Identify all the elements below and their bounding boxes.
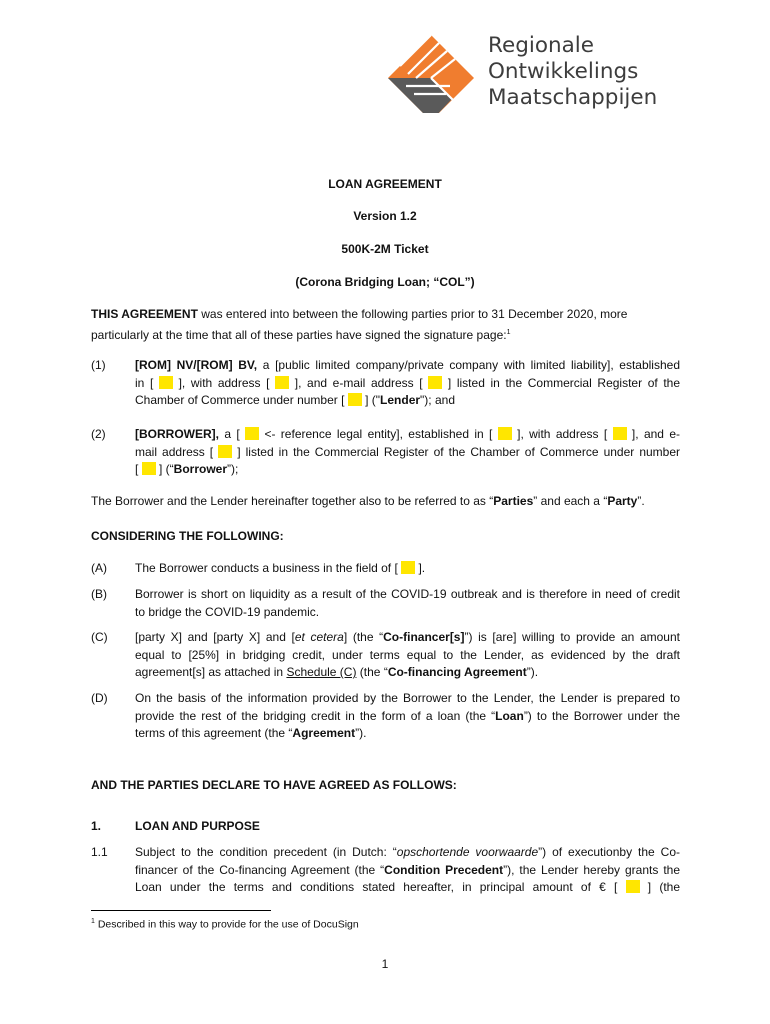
blank-field[interactable] — [626, 880, 640, 893]
blank-field[interactable] — [613, 427, 627, 440]
recital-text: Borrower is short on liquidity as a result of the COVID-19 outbreak and is therefore in need of credit — [135, 587, 680, 601]
party2-number: (2) — [91, 427, 106, 441]
declaration-heading: AND THE PARTIES DECLARE TO HAVE AGREED AS FOLLOWS: — [91, 778, 457, 792]
party1-number: (1) — [91, 358, 106, 372]
clause-text: ”), the Lender hereby grants the — [503, 862, 680, 877]
recital-text: (the “ — [356, 665, 388, 679]
footnote — [91, 918, 359, 931]
party2-text: mail address [ — [135, 444, 219, 459]
document-version: Version 1.2 — [353, 209, 417, 223]
footnote-marker: 1 — [91, 918, 95, 925]
party2-name: [BORROWER], — [135, 427, 219, 441]
recital-text: ”) is [are] willing to provide an amount — [464, 630, 680, 644]
party2-text: ”); — [227, 462, 239, 476]
parties-definition — [91, 493, 681, 511]
recital-text: to bridge the COVID-19 pandemic. — [135, 604, 320, 619]
recital-text: [party X] and [party X] and [ — [135, 630, 295, 644]
clause-text: ”) of executionby the Co- — [538, 845, 680, 859]
recital-italic: et cetera — [294, 630, 344, 644]
blank-field[interactable] — [275, 376, 289, 389]
clause-text: ] (the — [639, 880, 680, 894]
party1-name: [ROM] NV/[ROM] BV, — [135, 358, 258, 372]
blank-field[interactable] — [245, 427, 259, 440]
parties-text: ”. — [637, 494, 645, 508]
party2-text: ] (“ — [155, 462, 174, 476]
recital-d — [135, 690, 680, 743]
party1-text: ], with address [ — [172, 375, 276, 390]
party2-text: [ — [135, 462, 142, 476]
defined-term: Co-financer[s] — [383, 630, 465, 644]
recital-a — [135, 560, 680, 578]
recital-text: ]. — [415, 561, 426, 575]
recital-b — [135, 586, 680, 621]
document-subtitle: (Corona Bridging Loan; “COL”) — [295, 275, 475, 289]
intro-paragraph — [91, 306, 681, 344]
recital-text: The Borrower conducts a business in the field of [ — [135, 561, 402, 575]
defined-term: Borrower — [173, 462, 228, 476]
recital-text: ”) to the Borrower under the — [523, 708, 681, 723]
recital-text: provide the rest of the bridging credit in the form of a loan (the “ — [135, 708, 496, 723]
party2-text: ] listed in the Commercial Register of the Chamber of Commerce under number — [232, 444, 681, 459]
considering-heading: CONSIDERING THE FOLLOWING: — [91, 529, 284, 543]
recital-c — [135, 629, 680, 682]
recital-a-number: (A) — [91, 561, 107, 575]
document-title: LOAN AGREEMENT — [328, 177, 442, 191]
clause-1-1-number: 1.1 — [91, 845, 108, 859]
defined-term: Party — [607, 494, 638, 508]
blank-field[interactable] — [218, 445, 232, 458]
parties-text: ” and each a “ — [533, 494, 608, 508]
recital-text: On the basis of the information provided by the Borrower to the Lender, the Lender is prepared to — [135, 691, 680, 705]
logo-line-2: Ontwikkelings — [488, 59, 639, 84]
party1-text: ] listed in the Commercial Register of the — [442, 375, 681, 390]
defined-term: Agreement — [292, 726, 356, 740]
party1-text: Chamber of Commerce under number [ — [135, 393, 348, 407]
footnote-divider — [91, 910, 271, 911]
parties-text: The Borrower and the Lender hereinafter together also to be referred to as “ — [91, 494, 494, 508]
recital-c-number: (C) — [91, 630, 108, 644]
rom-logo — [386, 33, 686, 113]
defined-term: Condition Precedent — [384, 862, 504, 877]
party2-text: <- reference legal entity], established in [ — [259, 427, 498, 441]
party2-text: ], and e- — [626, 427, 681, 441]
recital-text: ”). — [526, 665, 539, 679]
rom-diamond-logo-icon — [386, 33, 476, 113]
party1-text: ], and e-mail address [ — [289, 375, 429, 390]
logo-line-3: Maatschappijen — [488, 85, 658, 110]
logo-wordmark — [488, 33, 657, 111]
blank-field[interactable] — [348, 393, 362, 406]
recital-text: equal to [25%] in bridging credit, under terms equal to the Lender, as evidenced by the draft — [135, 647, 680, 662]
recital-text: ] (the “ — [343, 630, 384, 644]
party2-paragraph — [135, 426, 680, 479]
clause-text: Subject to the condition precedent (in Dutch: “ — [135, 845, 397, 859]
recital-text: agreement[s] as attached in — [135, 665, 287, 679]
recital-d-number: (D) — [91, 691, 108, 705]
section-1-number: 1. — [91, 819, 102, 833]
intro-line2: particularly at the time that all of these parties have signed the signature page: — [91, 327, 507, 342]
party2-text: ], with address [ — [511, 427, 613, 441]
party1-text: in [ — [135, 375, 159, 390]
blank-field[interactable] — [159, 376, 173, 389]
defined-term: Co-financing Agreement — [387, 665, 527, 679]
section-1-title: LOAN AND PURPOSE — [135, 819, 260, 833]
blank-field[interactable] — [401, 561, 415, 574]
page-number: 1 — [381, 957, 389, 971]
party2-text: a [ — [219, 427, 246, 441]
logo-line-1: Regionale — [488, 33, 594, 58]
intro-bold: THIS AGREEMENT — [91, 307, 198, 321]
recital-text: terms of this agreement (the “ — [135, 726, 293, 740]
party1-text: a [public limited company/private company with limited liability], established — [257, 358, 680, 372]
clause-text: financer of the Co-financing Agreement (the “ — [135, 862, 385, 877]
footnote-text: Described in this way to provide for the use of DocuSign — [94, 918, 359, 931]
schedule-link[interactable]: Schedule (C) — [286, 665, 357, 679]
blank-field[interactable] — [142, 462, 156, 475]
party1-text: ] (" — [361, 393, 381, 407]
recital-text: ”). — [355, 726, 367, 740]
footnote-ref[interactable]: 1 — [506, 328, 511, 336]
defined-term: Parties — [493, 494, 534, 508]
recital-b-number: (B) — [91, 587, 107, 601]
clause-text: Loan under the terms and conditions stated hereafter, in principal amount of € [ — [135, 880, 626, 894]
intro-rest: was entered into between the following parties prior to 31 December 2020, more — [197, 307, 628, 321]
party1-paragraph — [135, 357, 680, 410]
blank-field[interactable] — [428, 376, 442, 389]
defined-term: Loan — [495, 708, 524, 723]
clause-italic: opschortende voorwaarde — [396, 845, 539, 859]
blank-field[interactable] — [498, 427, 512, 440]
clause-1-1 — [135, 844, 680, 897]
defined-term: Lender — [380, 393, 421, 407]
document-ticket: 500K-2M Ticket — [341, 242, 429, 256]
party1-text: "); and — [420, 393, 455, 407]
